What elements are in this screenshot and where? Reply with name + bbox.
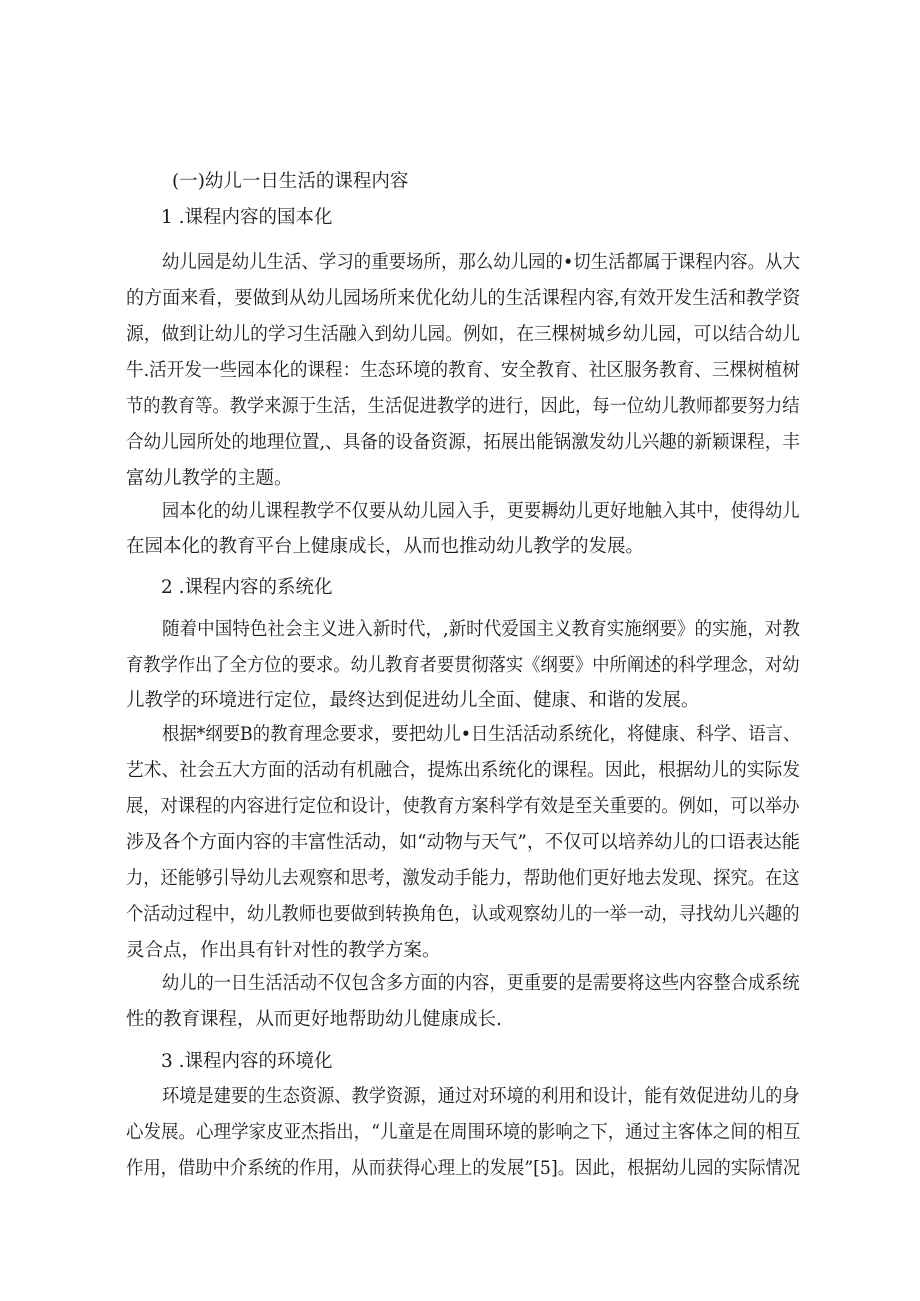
section-heading: (一)幼儿一日生活的课程内容 (172, 171, 409, 192)
paragraph-line: 灵合点，作出具有针对性的教学方案。 (126, 940, 441, 961)
paragraph-line: 合幼儿园所处的地理位置,、具备的设备资源，拓展出能锅激发幼儿兴趣的新颖课程，丰 (126, 432, 800, 453)
paragraph-line: 育教学作出了全方位的要求。幼儿教育者要贯彻落实《纲要》中所阐述的科学理念，对幼 (126, 655, 800, 676)
subsection-title-2: 2 .课程内容的系统化 (161, 577, 333, 598)
paragraph-line: 幼儿园是幼儿生活、学习的重要场所，那么幼儿园的•切生活都属于课程内容。从大 (162, 252, 800, 273)
paragraph-line: 源，做到让幼儿的学习生活融入到幼儿园。例如，在三棵树城乡幼儿园，可以结合幼儿 (126, 324, 800, 345)
paragraph-line: 牛.活开发一些园本化的课程：生态环境的教育、安全教育、社区服务教育、三棵树植树 (126, 360, 800, 381)
paragraph-line: 园本化的幼儿课程教学不仅要从幼儿园入手，更要耨幼儿更好地触入其中，使得幼儿 (162, 501, 800, 522)
paragraph-line: 随着中国特色社会主义进入新时代，,新时代爱国主义教育实施纲要》的实施，对教 (162, 619, 800, 640)
paragraph-line: 节的教育等。教学来源于生活，生活促进教学的进行，因此，每一位幼儿教师都要努力结 (126, 396, 800, 417)
paragraph-line: 富幼儿教学的主题。 (126, 468, 293, 489)
subsection-title-1: 1 .课程内容的国本化 (161, 207, 333, 228)
paragraph-line: 展，对课程的内容进行定位和设计，使教育方案科学有效是至关重要的。例如，可以举办 (126, 796, 800, 817)
paragraph-line: 力，还能够引导幼儿去观察和思考，激发动手能力，帮助他们更好地去发现、探究。在这 (126, 868, 800, 889)
paragraph-line: 环境是建要的生态资源、教学资源，通过对环境的利用和设计，能有效促进幼儿的身 (162, 1086, 800, 1107)
paragraph-line: 个活动过程中，幼儿教师也要做到转换角色，认或观察幼儿的一举一动，寻找幼儿兴趣的 (126, 904, 800, 925)
paragraph-line: 艺术、社会五大方面的活动有机融合，提炼出系统化的课程。因此，根据幼儿的实际发 (126, 760, 800, 781)
paragraph-line: 在园本化的教育平台上健康成长，从而也推动幼儿教学的发展。 (126, 536, 645, 557)
subsection-title-3: 3 .课程内容的环境化 (161, 1051, 333, 1072)
paragraph-line: 心发展。心理学家皮亚杰指出，“儿童是在周围环境的影响之下，通过主客体之间的相互 (126, 1122, 801, 1143)
paragraph-line: 涉及各个方面内容的丰富性活动，如“动物与天气”，不仅可以培养幼儿的口语表达能 (126, 832, 800, 853)
paragraph-line: 作用，借助中介系统的作用，从而获得心理上的发展”[5]。因此，根据幼儿园的实际情况 (126, 1158, 801, 1179)
paragraph-line: 根据*纲要B的教育理念要求，要把幼儿•日生活活动系统化，将健康、科学、语言、 (162, 724, 801, 745)
paragraph-line: 性的教育课程，从而更好地帮助幼儿健康成长. (126, 1009, 502, 1030)
paragraph-line: 幼儿的一日生活活动不仅包含多方面的内容，更重要的是需要将这些内容整合成系统 (162, 973, 800, 994)
paragraph-line: 儿教学的环境进行定位，最终达到促进幼儿全面、健康、和谐的发展。 (126, 690, 700, 711)
paragraph-line: 的方面来看，要做到从幼儿园场所来优化幼儿的生活课程内容,有效开发生活和教学资 (126, 288, 801, 309)
